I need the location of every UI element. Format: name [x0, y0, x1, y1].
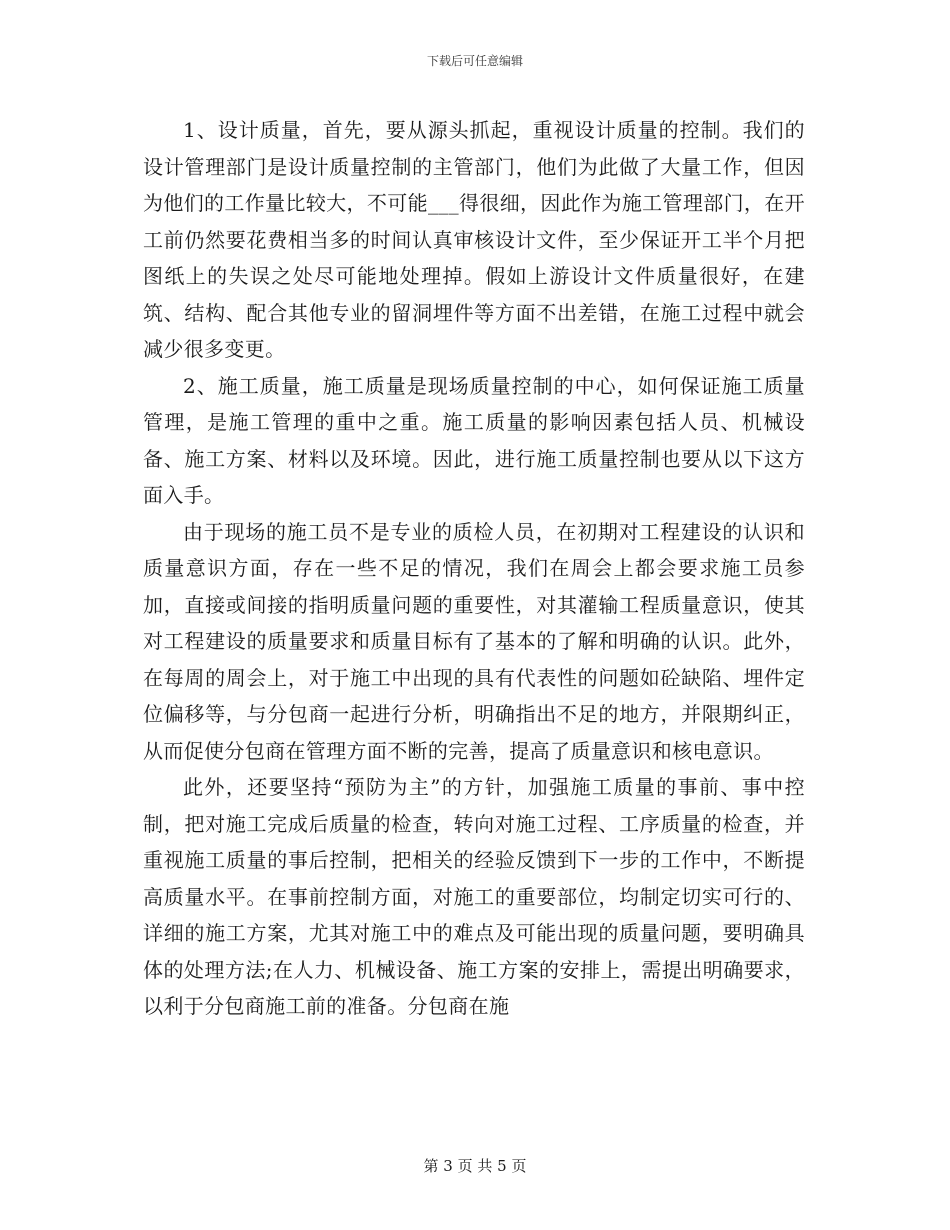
document-body [143, 112, 805, 1025]
page-number-footer: 第 3 页 共 5 页 [423, 1157, 527, 1175]
paragraph-construction-quality: 2、施工质量，施工质量是现场质量控制的中心，如何保证施工质量管理，是施工管理的重中之重。施工质量的影响因素包括人员、机械设备、施工方案、材料以及环境。因此，进行施工质量控制也要从以下这方面入手。 [143, 373, 805, 507]
paragraph-prevention-policy: 此外，还要坚持“预防为主”的方针，加强施工质量的事前、事中控制，把对施工完成后质量的检查，转向对施工过程、工序质量的检查，并重视施工质量的事后控制，把相关的经验反馈到下一步的工作中，不断提高质量水平。在事前控制方面，对施工的重要部位，均制定切实可行的、详细的施工方案，尤其对施工中的难点及可能出现的质量问题，要明确具体的处理方法;在人力、机械设备、施工方案的安排上，需提出明确要求，以利于分包商施工前的准备。分包商在施 [143, 775, 805, 1018]
page-header-note: 下载后可任意编辑 [426, 54, 523, 68]
paragraph-design-quality: 1、设计质量，首先，要从源头抓起，重视设计质量的控制。我们的设计管理部门是设计质量控制的主管部门，他们为此做了大量工作，但因为他们的工作量比较大，不可能___得很细，因此作为施工管理部门，在开工前仍然要花费相当多的时间认真审核设计文件，至少保证开工半个月把图纸上的失误之处尽可能地处理掉。假如上游设计文件质量很好，在建筑、结构、配合其他专业的留洞埋件等方面不出差错，在施工过程中就会减少很多变更。 [143, 118, 805, 361]
paragraph-inspector-training: 由于现场的施工员不是专业的质检人员，在初期对工程建设的认识和质量意识方面，存在一些不足的情况，我们在周会上都会要求施工员参加，直接或间接的指明质量问题的重要性，对其灌输工程质量意识，使其对工程建设的质量要求和质量目标有了基本的了解和明确的认识。此外，在每周的周会上，对于施工中出现的具有代表性的问题如砼缺陷、埋件定位偏移等，与分包商一起进行分析，明确指出不足的地方，并限期纠正，从而促使分包商在管理方面不断的完善，提高了质量意识和核电意识。 [143, 519, 805, 763]
